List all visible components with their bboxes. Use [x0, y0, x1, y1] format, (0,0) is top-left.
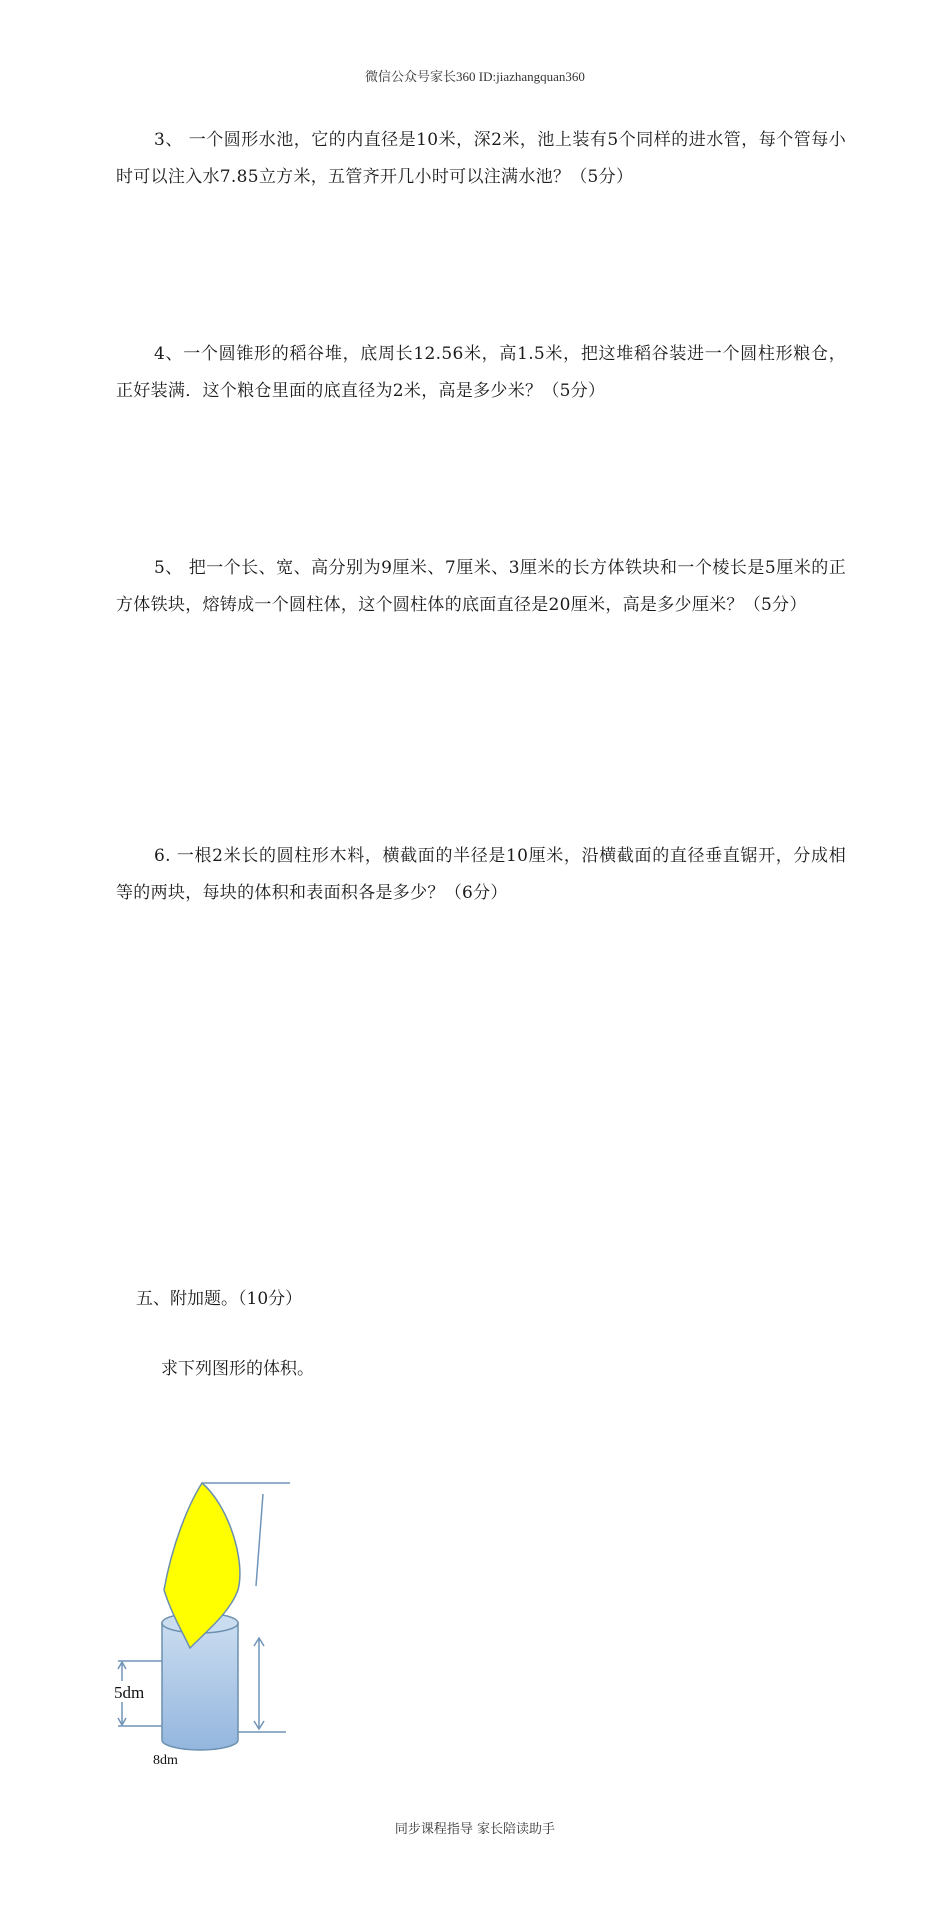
question-5: 5、 把一个长、宽、高分别为9厘米、7厘米、3厘米的长方体铁块和一个棱长是5厘米的正方体铁块，熔铸成一个圆柱体，这个圆柱体的底面直径是20厘米，高是多少厘米？（5分） — [116, 558, 846, 615]
section-instruction: 求下列图形的体积。 — [161, 1359, 314, 1379]
page-footer: 同步课程指导 家长陪读助手 — [394, 1822, 556, 1837]
section-title: 五、附加题。（10分） — [136, 1289, 303, 1309]
question-6: 6. 一根2米长的圆柱形木料，横截面的半径是10厘米，沿横截面的直径垂直锯开，分成相等的两块，每块的体积和表面积各是多少？（6分） — [116, 846, 846, 903]
question-3: 3、 一个圆形水池，它的内直径是10米，深2米，池上装有5个同样的进水管，每个管每小时可以注入水7.85立方米，五管齐开几小时可以注满水池？（5分） — [116, 130, 846, 187]
height-label: 5dm — [114, 1683, 145, 1702]
diameter-label: 8dm — [153, 1753, 178, 1768]
height-guide-line — [256, 1494, 263, 1586]
page-header: 微信公众号家长360 ID:jiazhangquan360 — [365, 69, 585, 84]
cone-cylinder-figure — [100, 1480, 300, 1770]
question-4: 4、一个圆锥形的稻谷堆，底周长12.56米，高1.5米，把这堆稻谷装进一个圆柱形粮仓，正好装满．这个粮仓里面的底直径为2米，高是多少米？（5分） — [116, 344, 846, 401]
cylinder-body — [162, 1623, 238, 1750]
